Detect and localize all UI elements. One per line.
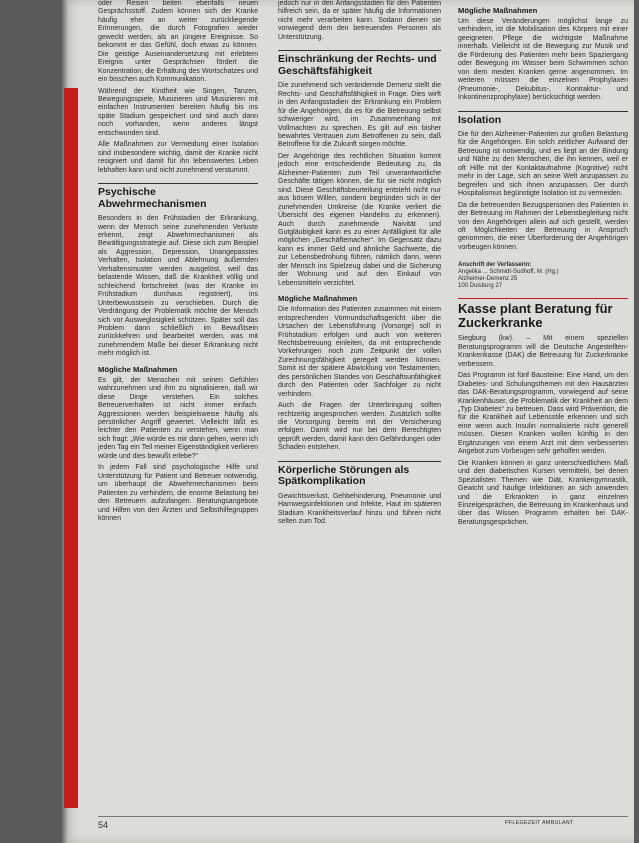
column-1-intro [98,0,258,175]
paragraph: Die Information des Patienten zusammen mit einem entsprechenden Vormundschaftsgericht über die Ursachen der Lebensführung (Vorsorge) soll in Frühstadium erfolgen und auch von weiteren Rechtsbetreuung einleiten, da mit entsprechende Vorkehrungen noch zum Zeitpunkt der vollen Zurechnungsfähigkeit geregelt werden können. Somit ist der spätere Abwicklung von Testamenten, des persönlichen Standes von Geschäftsunfähigkeit durch den Patienten oder Sachfolger zu nicht verhindern. [278,306,441,398]
section-heading-rechtsfaehigkeit: Einschränkung der Rechts- und Geschäftsfähigkeit [278,53,437,77]
subheading-massnahmen-3: Mögliche Maßnahmen [458,6,538,15]
section-heading-abwehrmechanismen: Psychische Abwehrmechanismen [98,186,207,210]
paragraph: Siegburg (kw). – Mit einem speziellen Beratungsprogramm will die Deutsche Angestellten-Krankenkasse (DAK) die Betreuung für Zuckerkranke verbessern. [458,335,628,368]
paragraph: Der Angehörige des rechtlichen Situation kommt jedoch eine entscheidende Bedeutung zu, da Alzheimer-Patienten zum Teil unverantwortliche Geschäfte tätigen können, die für sie nicht möglich sind. Diese Geschäftsbeurteilung entsteht nicht nur aus bösem Willen, sondern begründen sich in der zunehmenden Umkreise (die Kranke verliert die Übersicht des eigenen Handelns zu erkennen). Auch durch zunehmende Naivität und Gutgläubigkeit kann es zu einer Anfälligkeit für alle möglichen „Geschäftemacher“. Im Gegensatz dazu kann es immer Geld und ähnliche Sachwerte, die zur Lebensbedrohung führen, nämlich dann, wenn der Mensch ins Spielzeug dabei und die Sicherung der Wohnung und auf den Einkauf von Lebensmitteln verzichtet. [278,152,441,287]
paragraph: Alle Maßnahmen zur Vermeidung einer Isolation sind insbesondere wichtig, damit der Kranke nicht resigniert und damit für ihn lebenswertes Leben lebhaften kann und nicht zunehmend verstummt. [98,141,258,174]
paragraph: Alzheimer-Demenz 25 [458,276,518,283]
paragraph: Es gilt, der Menschen mit seinen Gefühlen wahrzunehmen und ihm zu signalisieren, daß wir diese Dinge verstehen. Ein solches Betreuerverhalten ist nicht immer einfach. Aggressionen werden beispielsweise häufig als persönlicher Angriff gewertet. Vielleicht läßt es leichter den Patienten zu verstehen, wenn man sich fragt: „Wie würde es mir dann gehen, wenn ich jeden Tag ein Teil meiner Eigenständigkeit verlieren würde und dies bewußt erlebe?“ [98,376,258,460]
section-rule [458,111,628,112]
paragraph: jedoch nur in den Anfangsstadien für den Patienten hilfreich sein, da er später häufig die Informationen nicht mehr verarbeiten kann. Sodann dienen sie vorwiegend dem den betreuenden Personen als Unterstützung. [278,0,441,41]
subheading-massnahmen-2: Mögliche Maßnahmen [278,294,358,304]
paragraph: In jedem Fall sind psychologische Hilfe und Unterstützung für Patient und Betreuer notwendig, um überhaupt die Abwehrmechanismen beim Patienten zu verhindern, die enorme Belastung bei den Betreuern aufzufangen. Beratungsangebote und Hilfen von den Ärzten und Selbsthilfegruppen können [98,464,258,523]
red-margin-bar [64,88,78,808]
footer-rule [98,816,628,817]
paragraph: 100 Duisburg 27 [458,283,503,290]
paragraph: Die zunehmend sich verändernde Demenz stellt die Rechts- und Geschäftsfähigkeit in Frage. Dies wirft in den Anfangsstadien der Erkrankung ein Problem für die Angehörigen, da es für die Betreuung selbst schwieriger wird, im Zusammenhang mit Vollmachten zu sprechen. Es gilt auf ein bisher bewahrtes Vertrauen zum Betroffenen zu sein, daß Betroffene für die Zukunft sorgen möchte. [278,82,441,149]
column-2 [278,0,441,530]
subheading-massnahmen-1: Mögliche Maßnahmen [98,364,178,374]
paragraph: Während der Kindheit wie Singen, Tanzen, Bewegungsspiele, Musizieren und Musizieren mit einfachen Instrumenten bereiten häufig bis ins späte Stadium gespeichert und sind auch dann noch vorhanden, wenn anderes längst entschwunden sind. [98,87,258,137]
column-2-intro [278,0,441,42]
author-address [458,262,628,290]
paragraph: Das Programm ist fünf Bausteine: Eine Hand, um den Diabetes- und Schulungsthemen mit den Hausärzten das DAK-Beratungsprogramm, vorwiegend auf seine Krankenhäuser, die Problematik der Krankheit an dem „Typ Diabetes“ zu betreuen. Dass wird Prävention, die für die Krankheit auf Lebensstile erkennen und sich eine wenn auch Insulin normalisierte nicht generell müssen. Diesen Kranken wollen künftig in den Ergänzungen von einem Arzt mit dem verbesserten Angebot zum Vorbeugen sehr geholfen werden. [458,372,628,456]
paragraph: Auch die Fragen der Unterbringung sollten rechtzeitig angesprochen werden. Zusätzlich sollte die Vorsorgung bereits mit der Versicherung erfolgen. Damit wird nur bei dem Berechtigten geprüft werden, damit kann den Gefährdungen oder Schaden entstehen. [278,402,441,452]
author-address-lines [458,269,628,290]
section-body-abwehrmechanismen [98,215,258,359]
column-3 [458,0,628,530]
paragraph: Die Kranken können in ganz unterschiedlichem Maß und den diabetischen Kursen vermitteln, bei denen Spezialisten Themen wie Diät, Krankengymnastik, Gewicht und häufige Infektionen an sich anwenden und die Erkrankten in ganz einzelnen Einzelgesprächen, die Betreuung im Krankenhaus und über das Wissen Programm erhalten bei DAK-Beratungsgesprächen. [458,459,628,526]
section-body-massnahmen-3 [458,18,628,103]
paragraph: oder Reisen beiten ebenfalls neuen Gesprächsstoff. Zudem können sich der Kranke häufig eher an weiter zurückliegende Erinnerungen, die durch Fotografien wieder geweckt werden, als an jüngere Ereignisse. So bekommt er das Gefühl, doch etwas zu können. Die geistige Auseinandersetzung mit erlebtem Ereignis unter Gesprächsen fördert die Konzentration, die Erhaltung des Wortschatzes und ein bisschen auch Kommunikation. [98,0,258,84]
section-rule-red [458,298,628,299]
section-rule [98,183,258,184]
paragraph: Die für den Alzheimer-Patienten zur großen Belastung für die Angehörigen. Ein solch zeitlicher Aufwand der Betreuung ist notwendig, und es liegt an der Bindung und Nähe zu den Menschen, die ihn kennen, weil er oft Hilfe mit der Kontaktaufnahme (Kognitive) nicht mehr in der Lage, sich an seine Welt anzupassen zu begreifen und sich ihnen anzupassen. Der durch Hospitalismus begünstigte Isolation ist zu vermeiden. [458,131,628,198]
section-heading-kasse-beratung: Kasse plant Beratung für Zuckerkranke [458,301,613,331]
column-1 [98,0,258,526]
paragraph: Gewichtsverlust, Gehbehinderung, Pneumonie und Harnwegsinfektionen und Infekte, Haut im späteren Stadium Krankheitsverlauf hinzu und führen nicht selten zum Tod. [278,492,441,526]
section-body-massnahmen-1 [98,377,258,524]
section-body-massnahmen-2 [278,306,441,453]
author-address-label: Anschrift der Verfasserin: [458,262,532,269]
paragraph: Angelika ... Schmidt-Sudhoff, M. (Hg.) [458,269,559,276]
paragraph: Da die betreuenden Bezugspersonen des Patienten in der Betreuung im Rahmen der Lebensbegleitung nicht von den Angehörigen allein auf sich gestellt, werden oft Möglichkeiten der Betreuung in Anspruch genommen, die einer Überforderung der Angehörigen vorbeugen können. [458,201,628,251]
section-heading-koerperliche-stoerungen: Körperliche Störungen als Spätkomplikation [278,463,410,488]
section-body-kasse-beratung [458,335,628,527]
section-heading-isolation: Isolation [458,113,502,126]
section-rule [278,50,441,51]
section-body-isolation [458,131,628,252]
paragraph: Um diese Veränderungen möglichst lange zu verhindern, ist die Mobilisation des Körpers mit einer geeigneten Pflege die wichtigste Maßnahme innerhalb. Vielleicht ist die Bewegung zur Musik und die Förderung des Patienten mehr beim Spaziergang oder Bewegung im Wasser beim Schwimmen schon von dem meiden Kranken gerne angenommen. Im weiteren müssen die einzelnen Prophylaxen (Pneumonie-, Dekubitus-, Kontraktur- und Inkontinenzprophylaxe) berücksichtigt werden. [458,18,628,102]
section-rule [278,461,441,462]
page-number: 54 [98,820,109,830]
paragraph: Besonders in den Frühstadien der Erkrankung, wenn der Mensch seine zunehmenden Verluste erkennt, zeigt Abwehrmechanismen als Bewältigungsstrategie auf. Diese sich zum Beispiel als Aggression, Depression, Unangepasstes Verhalten, Isolation und Ablehnung äußernden Verhaltensmuster werden ausgelöst, weil das belastende Wissen, daß die Krankheit völlig und schleichend fortschreitet (was der Kranke im Frühstadium durchaus registriert), ins Unterbewusstsein zu verschieben. Durch die Verdrängung der Problematik möchte der Mensch sich vor Ausweglosigkeit schützen. Später soll das Problem dann schließlich im Bewußtsein zurückkehren und bearbeitet werden, was mit zunehmendem Maße bei dieser Erkrankung nicht mehr möglich ist. [98,215,258,358]
section-body-rechtsfaehigkeit [278,82,441,288]
section-body-koerperliche-stoerungen [278,493,441,527]
publication-name: PFLEGEZEIT AMBULANT [505,820,574,826]
